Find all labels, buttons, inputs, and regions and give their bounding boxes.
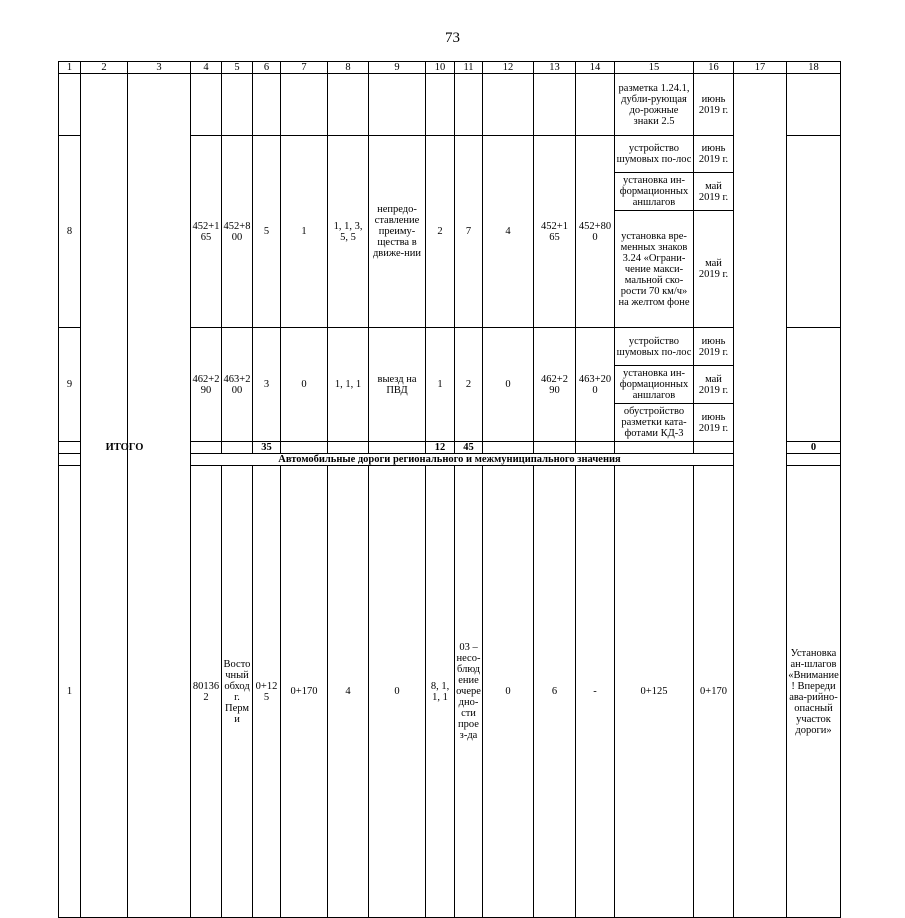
header-cell: 1 xyxy=(59,62,81,74)
header-cell: 9 xyxy=(369,62,426,74)
page-number: 73 xyxy=(445,30,460,46)
table-row: 9 462+2 90 463+2 00 3 0 1, 1, 1 выезд на ПВД 1 2 0 462+2 90 463+20 0 устройство шумовых по-лос июнь 2019 г. xyxy=(59,328,841,366)
measure-cell: Установка ан-шлагов «Внимание! Впереди ава-рийно-опасный участок дороги» xyxy=(787,466,841,918)
header-cell: 6 xyxy=(253,62,281,74)
header-cell: 8 xyxy=(328,62,369,74)
header-cell: 4 xyxy=(191,62,222,74)
measure-cell: устройство шумовых по-лос xyxy=(615,328,694,366)
date-cell: май 2019 г. xyxy=(694,366,734,404)
header-cell: 12 xyxy=(483,62,534,74)
table-row: 8 452+1 65 452+8 00 5 1 1, 1, 3, 5, 5 непредо-ставление преиму-щества в движе-нии 2 7 4 452+1 65 452+80 0 устройство шумовых по-лос июнь 2019 г. xyxy=(59,136,841,173)
header-cell: 15 xyxy=(615,62,694,74)
header-cell: 10 xyxy=(426,62,455,74)
date-cell: июнь 2019 г. xyxy=(694,328,734,366)
header-cell: 7 xyxy=(281,62,328,74)
measure-cell: разметка 1.24.1, дубли-рующая до-рожные знаки 2.5 xyxy=(615,74,694,136)
date-cell: июнь 2019 г. xyxy=(694,74,734,136)
header-cell: 16 xyxy=(694,62,734,74)
measure-cell: обустройство разметки ката-фотами КД-3 xyxy=(615,404,694,442)
header-cell: 11 xyxy=(455,62,483,74)
total-row: ИТОГО 35 12 45 0 xyxy=(59,442,841,454)
header-cell: 14 xyxy=(576,62,615,74)
date-cell: июнь 2019 г. xyxy=(694,136,734,173)
date-cell: май 2019 г. xyxy=(694,173,734,211)
header-cell: 5 xyxy=(222,62,253,74)
table-row: 1 801362 Восточный обход г. Перми 0+125 0+170 4 0 8, 1, 1, 1 03 – несо-блюдение очередно-сти проез-да 0 6 - 0+125 0+170 Установка ан-шлагов «Внимание! Впереди ава-рийно-опасный участок дороги» xyxy=(59,466,841,918)
date-cell: июнь 2019 г. xyxy=(694,404,734,442)
header-cell: 13 xyxy=(534,62,576,74)
section-title: Автомобильные дороги регионального и межмуниципального значения xyxy=(59,454,841,466)
header-cell: 17 xyxy=(734,62,787,74)
measure-cell: установка ин-формационных аншлагов xyxy=(615,173,694,211)
date-cell: май 2019 г. xyxy=(694,211,734,328)
header-row xyxy=(59,62,841,74)
header-cell: 18 xyxy=(787,62,841,74)
table-row xyxy=(59,74,841,136)
header-cell: 3 xyxy=(128,62,191,74)
data-table xyxy=(58,61,841,918)
total-label: ИТОГО xyxy=(59,442,191,454)
section-row xyxy=(59,454,841,466)
measure-cell: установка вре-менных знаков 3.24 «Ограни-чение макси-мальной ско-рости 70 км/ч» на желтом фоне xyxy=(615,211,694,328)
header-cell: 2 xyxy=(81,62,128,74)
measure-cell: установка ин-формационных аншлагов xyxy=(615,366,694,404)
measure-cell: устройство шумовых по-лос xyxy=(615,136,694,173)
